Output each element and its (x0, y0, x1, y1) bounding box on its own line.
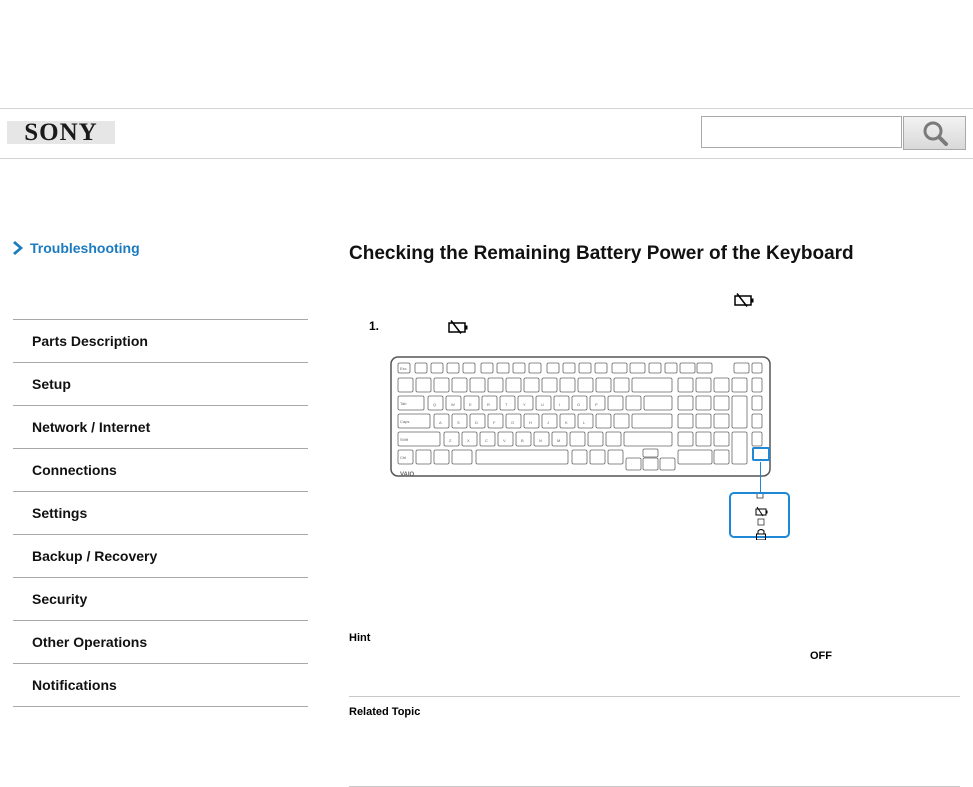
svg-text:Z: Z (449, 438, 452, 443)
svg-text:B: B (521, 438, 524, 443)
search-icon (922, 120, 948, 146)
svg-text:R: R (487, 402, 490, 407)
svg-text:S: S (457, 420, 460, 425)
svg-text:W: W (451, 402, 455, 407)
svg-text:Esc: Esc (400, 366, 407, 371)
sidebar-item-parts-description[interactable]: Parts Description (13, 319, 308, 362)
header-bottom-border (0, 158, 973, 159)
svg-text:C: C (485, 438, 488, 443)
svg-text:J: J (547, 420, 549, 425)
sidebar-item-security[interactable]: Security (13, 577, 308, 620)
svg-text:T: T (505, 402, 508, 407)
battery-low-icon (733, 293, 755, 307)
svg-text:V: V (503, 438, 506, 443)
step-number: 1. (369, 319, 380, 333)
svg-text:O: O (577, 402, 581, 407)
troubleshooting-link[interactable]: Troubleshooting (30, 240, 140, 256)
sidebar-item-other-operations[interactable]: Other Operations (13, 620, 308, 663)
keyboard-lock-icon (757, 530, 766, 541)
sidebar-item-network-internet[interactable]: Network / Internet (13, 405, 308, 448)
svg-text:K: K (565, 420, 568, 425)
svg-text:E: E (469, 402, 472, 407)
svg-text:Caps: Caps (400, 419, 410, 424)
breadcrumb-troubleshooting[interactable] (12, 238, 140, 258)
svg-text:X: X (467, 438, 470, 443)
svg-text:U: U (541, 402, 544, 407)
svg-text:Ctrl: Ctrl (400, 455, 407, 460)
battery-low-icon (756, 507, 768, 516)
related-topic-heading: Related Topic (349, 706, 421, 718)
svg-text:L: L (583, 420, 586, 425)
battery-low-icon (447, 320, 469, 334)
indicator-callout (729, 492, 790, 538)
sidebar-item-setup[interactable]: Setup (13, 362, 308, 405)
svg-text:Tab: Tab (400, 401, 407, 406)
step-1 (369, 319, 379, 333)
svg-text:N: N (539, 438, 542, 443)
indicator-highlight (752, 447, 770, 461)
sidebar-item-settings[interactable]: Settings (13, 491, 308, 534)
hint-heading: Hint (349, 632, 371, 644)
svg-text:A: A (439, 420, 442, 425)
svg-text:G: G (511, 420, 515, 425)
svg-text:F: F (493, 420, 496, 425)
header-top-border (0, 108, 973, 109)
svg-text:M: M (557, 438, 561, 443)
svg-text:Q: Q (433, 402, 437, 407)
switch-off-label: OFF (810, 650, 832, 662)
indicator-icons (731, 494, 792, 540)
sidebar-item-notifications[interactable]: Notifications (13, 663, 308, 706)
svg-text:H: H (529, 420, 532, 425)
svg-text:I: I (559, 402, 561, 407)
led-icon (757, 494, 763, 498)
sidebar-item-backup-recovery[interactable]: Backup / Recovery (13, 534, 308, 577)
svg-text:Y: Y (523, 402, 526, 407)
sidebar-nav (13, 319, 308, 709)
vaio-mark: VAIO (400, 472, 415, 478)
search-button[interactable] (903, 116, 966, 150)
page-title: Checking the Remaining Battery Power of the Keyboard (349, 243, 854, 264)
led-icon (758, 519, 764, 525)
svg-text:P: P (595, 402, 598, 407)
section-divider (349, 696, 960, 697)
sidebar-bottom-border (13, 706, 308, 709)
sidebar-item-connections[interactable]: Connections (13, 448, 308, 491)
brand-text: SONY (24, 119, 98, 146)
keyboard-illustration (390, 356, 772, 480)
sony-logo[interactable] (7, 121, 115, 144)
chevron-right-icon (12, 240, 26, 256)
search-input[interactable] (701, 116, 902, 148)
svg-text:D: D (475, 420, 478, 425)
svg-text:Shift: Shift (400, 437, 409, 442)
